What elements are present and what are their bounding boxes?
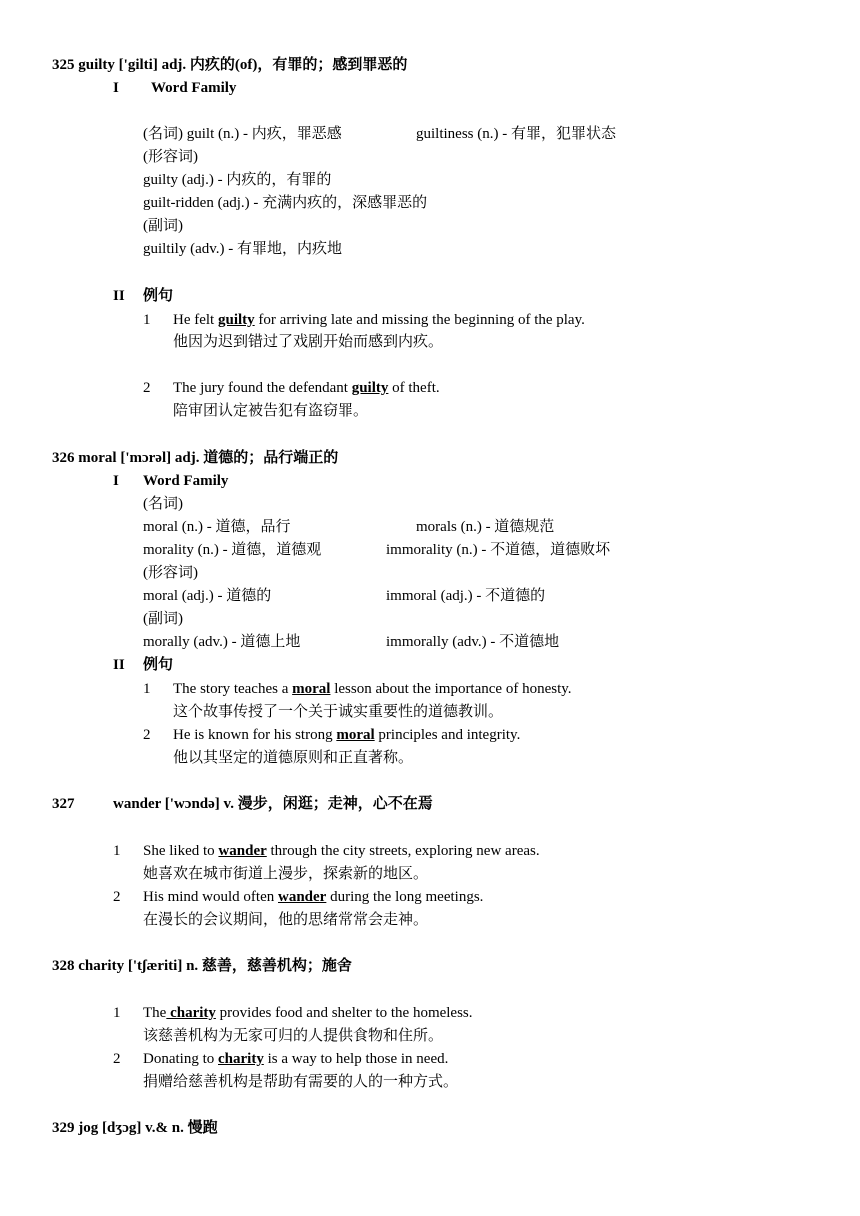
example-number: 2 bbox=[113, 1051, 121, 1067]
example-translation: 他因为迟到错过了戏剧开始而感到内疚。 bbox=[173, 334, 444, 350]
example-sentence: The jury found the defendant guilty of theft. bbox=[173, 380, 440, 396]
family-pos-label: (名词) bbox=[143, 496, 183, 512]
entry-heading: 325 guilty ['gilti] adj. 内疚的(of)，有罪的；感到罪恶的 bbox=[52, 57, 408, 73]
section-number: I bbox=[113, 80, 119, 96]
family-line: guilt-ridden (adj.) - 充满内疚的，深感罪恶的 bbox=[143, 195, 428, 211]
example-sentence: Donating to charity is a way to help those in need. bbox=[143, 1051, 449, 1067]
example-translation: 在漫长的会议期间，他的思绪常常会走神。 bbox=[143, 912, 429, 928]
example-translation: 该慈善机构为无家可归的人提供食物和住所。 bbox=[143, 1028, 444, 1044]
section-number: II bbox=[113, 288, 125, 304]
family-line: (名词) guilt (n.) - 内疚，罪恶感 bbox=[143, 126, 342, 142]
family-line: guiltily (adv.) - 有罪地，内疚地 bbox=[143, 241, 343, 257]
family-line: moral (adj.) - 道德的 bbox=[143, 588, 272, 604]
entry-heading: 328 charity ['tʃæriti] n. 慈善，慈善机构；施舍 bbox=[52, 958, 352, 974]
section-title: Word Family bbox=[151, 80, 237, 96]
family-line: moral (n.) - 道德，品行 bbox=[143, 519, 291, 535]
section-title: Word Family bbox=[143, 473, 229, 489]
family-line: guiltiness (n.) - 有罪，犯罪状态 bbox=[416, 126, 616, 142]
example-number: 2 bbox=[143, 380, 151, 396]
keyword: moral bbox=[292, 681, 331, 697]
example-sentence: He felt guilty for arriving late and missing the beginning of the play. bbox=[173, 312, 585, 328]
example-number: 1 bbox=[113, 1005, 121, 1021]
entry-heading: 329 jog [dʒɔg] v.& n. 慢跑 bbox=[52, 1120, 218, 1136]
entry-heading: 326 moral ['mɔrəl] adj. 道德的；品行端正的 bbox=[52, 450, 339, 466]
family-line: morality (n.) - 道德，道德观 bbox=[143, 542, 322, 558]
example-sentence: His mind would often wander during the long meetings. bbox=[143, 889, 484, 905]
family-pos-label: (形容词) bbox=[143, 149, 198, 165]
family-pos-label: (形容词) bbox=[143, 565, 198, 581]
family-pos-label: (副词) bbox=[143, 611, 183, 627]
section-number: I bbox=[113, 473, 119, 489]
example-number: 1 bbox=[143, 681, 151, 697]
example-translation: 这个故事传授了一个关于诚实重要性的道德教训。 bbox=[173, 704, 504, 720]
keyword: wander bbox=[218, 843, 267, 859]
section-number: II bbox=[113, 657, 125, 673]
family-line: morally (adv.) - 道德上地 bbox=[143, 634, 301, 650]
example-number: 1 bbox=[143, 312, 151, 328]
family-line: immorally (adv.) - 不道德地 bbox=[386, 634, 560, 650]
example-number: 2 bbox=[143, 727, 151, 743]
family-line: immorality (n.) - 不道德，道德败坏 bbox=[386, 542, 611, 558]
family-line: immoral (adj.) - 不道德的 bbox=[386, 588, 546, 604]
example-translation: 捐赠给慈善机构是帮助有需要的人的一种方式。 bbox=[143, 1074, 459, 1090]
keyword: guilty bbox=[217, 312, 255, 328]
example-sentence: He is known for his strong moral principles and integrity. bbox=[173, 727, 521, 743]
example-translation: 他以其坚定的道德原则和正直著称。 bbox=[173, 750, 414, 766]
example-translation: 她喜欢在城市街道上漫步，探索新的地区。 bbox=[143, 866, 429, 882]
example-sentence: She liked to wander through the city streets, exploring new areas. bbox=[143, 843, 540, 859]
keyword: wander bbox=[278, 889, 327, 905]
section-title: 例句 bbox=[143, 288, 174, 304]
example-number: 2 bbox=[113, 889, 121, 905]
entry-heading: wander ['wɔndə] v. 漫步，闲逛；走神，心不在焉 bbox=[113, 796, 433, 812]
keyword: guilty bbox=[351, 380, 389, 396]
section-title: 例句 bbox=[143, 657, 174, 673]
keyword: moral bbox=[336, 727, 375, 743]
keyword: charity bbox=[218, 1051, 264, 1067]
example-number: 1 bbox=[113, 843, 121, 859]
family-line: guilty (adj.) - 内疚的，有罪的 bbox=[143, 172, 332, 188]
example-sentence: The charity provides food and shelter to the homeless. bbox=[143, 1005, 473, 1021]
keyword: charity bbox=[166, 1005, 216, 1021]
example-translation: 陪审团认定被告犯有盗窃罪。 bbox=[173, 403, 369, 419]
family-line: morals (n.) - 道德规范 bbox=[416, 519, 555, 535]
entry-number: 327 bbox=[52, 796, 75, 812]
example-sentence: The story teaches a moral lesson about the importance of honesty. bbox=[173, 681, 572, 697]
family-pos-label: (副词) bbox=[143, 218, 183, 234]
